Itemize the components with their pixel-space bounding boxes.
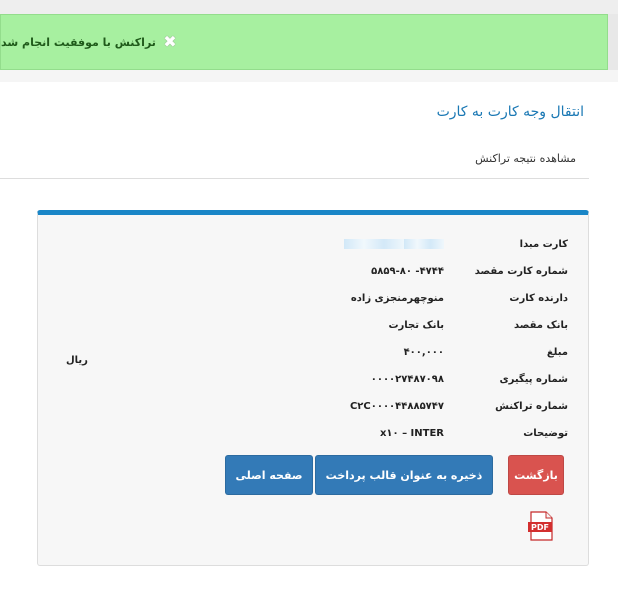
transaction-panel (37, 210, 589, 566)
detail-value: ۴۰۰,۰۰۰ (403, 347, 444, 358)
detail-row-dest-card (38, 266, 588, 286)
back-button[interactable]: بازگشت (508, 455, 564, 495)
detail-value: C۲C۰۰۰۰۴۴۸۸۵۷۴۷ (349, 401, 444, 412)
masked-value (404, 239, 444, 249)
home-button[interactable]: صفحه اصلی (225, 455, 313, 495)
alert-message: تراکنش با موفقیت انجام شد (1, 35, 156, 49)
detail-label: توضیحات (523, 428, 568, 439)
page-subtitle: مشاهده نتیجه تراکنش (475, 152, 576, 165)
detail-row-amount (38, 347, 588, 367)
detail-value (344, 239, 444, 250)
success-alert (0, 14, 608, 70)
detail-value: بانک تجارت (388, 320, 444, 331)
detail-row-source-card (38, 239, 588, 259)
detail-value: منوچهرمنجزی زاده (350, 293, 444, 304)
top-strip (0, 0, 618, 14)
detail-label: شماره تراکنش (495, 401, 568, 412)
scroll-strip (608, 14, 618, 70)
save-template-button[interactable]: ذخیره به عنوان قالب پرداخت (315, 455, 493, 495)
page-title: انتقال وجه کارت به کارت (436, 104, 584, 120)
detail-label: شماره پیگیری (499, 374, 568, 385)
detail-label: بانک مقصد (513, 320, 568, 331)
detail-label: شماره کارت مقصد (474, 266, 568, 277)
pdf-icon[interactable] (527, 511, 555, 541)
detail-row-transaction (38, 401, 588, 421)
pdf-label: PDF (531, 523, 549, 533)
detail-label: مبلغ (546, 347, 568, 358)
detail-row-description (38, 428, 588, 448)
detail-value: ۵۸۵۹-۸۰ -۴۷۴۴ (371, 266, 444, 277)
detail-row-tracking (38, 374, 588, 394)
amount-unit: ریال (66, 355, 88, 366)
detail-value: ۰۰۰۰۲۷۴۸۷۰۹۸ (370, 374, 444, 385)
detail-value: x۱۰ – INTER (379, 428, 444, 439)
close-icon[interactable]: ✖ (163, 32, 177, 51)
detail-row-bank (38, 320, 588, 340)
header-zone (0, 70, 618, 82)
detail-row-holder (38, 293, 588, 313)
detail-label: دارنده کارت (509, 293, 568, 304)
divider (0, 178, 589, 179)
detail-label: کارت مبدا (519, 239, 568, 250)
masked-value (344, 239, 404, 249)
